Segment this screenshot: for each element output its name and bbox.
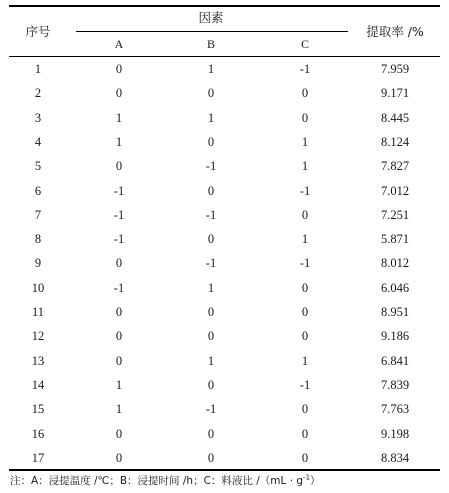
cell-factor-b: 0	[207, 135, 215, 149]
cell-id: 13	[31, 354, 45, 368]
table-note	[10, 474, 321, 488]
cell-id: 16	[31, 427, 45, 441]
cell-id: 4	[34, 135, 42, 149]
cell-extraction-rate: 9.198	[380, 427, 410, 441]
cell-factor-b: -1	[205, 208, 217, 222]
cell-factor-c: 0	[301, 451, 309, 465]
cell-extraction-rate: 8.834	[380, 451, 410, 465]
cell-factor-b: -1	[205, 256, 217, 270]
cell-factor-a: -1	[113, 184, 125, 198]
note-close: ）	[310, 475, 321, 487]
cell-extraction-rate: 8.124	[380, 135, 410, 149]
cell-id: 8	[34, 232, 42, 246]
cell-factor-c: -1	[299, 184, 311, 198]
cell-factor-a: 0	[115, 354, 123, 368]
cell-factor-a: -1	[113, 208, 125, 222]
cell-factor-a: 0	[115, 329, 123, 343]
cell-factor-c: 0	[301, 281, 309, 295]
cell-factor-b: 0	[207, 329, 215, 343]
cell-extraction-rate: 5.871	[380, 232, 410, 246]
cell-extraction-rate: 7.839	[380, 378, 410, 392]
cell-factor-a: 0	[115, 427, 123, 441]
cell-extraction-rate: 8.951	[380, 305, 410, 319]
cell-factor-c: -1	[299, 62, 311, 76]
cell-id: 12	[31, 329, 45, 343]
header-bottom-rule	[9, 56, 440, 57]
cell-factor-b: 0	[207, 378, 215, 392]
cell-factor-a: -1	[113, 232, 125, 246]
header-result: 提取率 /%	[366, 24, 424, 39]
cell-id: 2	[34, 86, 42, 100]
cell-factor-a: 0	[115, 62, 123, 76]
cell-factor-c: 0	[301, 305, 309, 319]
cell-factor-b: 1	[207, 111, 215, 125]
cell-factor-c: 0	[301, 329, 309, 343]
cell-extraction-rate: 8.445	[380, 111, 410, 125]
cell-factor-a: 1	[115, 111, 123, 125]
cell-extraction-rate: 7.959	[380, 62, 410, 76]
header-factors: 因素	[198, 10, 224, 25]
cell-id: 5	[34, 159, 42, 173]
cell-factor-a: 0	[115, 451, 123, 465]
header-factor-a: A	[114, 37, 124, 51]
cell-extraction-rate: 7.827	[380, 159, 410, 173]
note-text: 注：A：浸提温度 /℃；B：浸提时间 /h；C：料液比 /（mL · g	[10, 475, 304, 487]
factors-sub-rule	[76, 31, 348, 32]
cell-id: 1	[34, 62, 42, 76]
cell-id: 7	[34, 208, 42, 222]
cell-id: 10	[31, 281, 45, 295]
cell-factor-a: 0	[115, 256, 123, 270]
cell-extraction-rate: 8.012	[380, 256, 410, 270]
cell-factor-c: 0	[301, 111, 309, 125]
cell-factor-b: -1	[205, 159, 217, 173]
cell-factor-a: 1	[115, 135, 123, 149]
cell-factor-b: 0	[207, 451, 215, 465]
cell-extraction-rate: 7.251	[380, 208, 410, 222]
cell-extraction-rate: 9.171	[380, 86, 410, 100]
cell-id: 14	[31, 378, 45, 392]
cell-id: 3	[34, 111, 42, 125]
cell-factor-a: 0	[115, 159, 123, 173]
cell-factor-a: 0	[115, 86, 123, 100]
cell-extraction-rate: 7.763	[380, 402, 410, 416]
header-id: 序号	[25, 24, 51, 39]
cell-extraction-rate: 7.012	[380, 184, 410, 198]
cell-extraction-rate: 6.046	[380, 281, 410, 295]
cell-factor-c: 0	[301, 86, 309, 100]
header-factor-b: B	[206, 37, 215, 51]
cell-factor-c: 0	[301, 208, 309, 222]
cell-factor-b: 1	[207, 62, 215, 76]
cell-factor-c: 1	[301, 135, 309, 149]
cell-id: 6	[34, 184, 42, 198]
table-bottom-rule	[9, 469, 440, 471]
cell-factor-b: 0	[207, 305, 215, 319]
cell-factor-c: 1	[301, 232, 309, 246]
cell-factor-b: -1	[205, 402, 217, 416]
cell-id: 9	[34, 256, 42, 270]
cell-factor-b: 0	[207, 184, 215, 198]
cell-id: 15	[31, 402, 45, 416]
cell-factor-a: 1	[115, 378, 123, 392]
cell-factor-a: 0	[115, 305, 123, 319]
cell-factor-b: 0	[207, 232, 215, 246]
cell-factor-c: 0	[301, 427, 309, 441]
table-top-rule	[9, 5, 440, 7]
note-superscript: -1	[303, 473, 311, 482]
cell-factor-c: 1	[301, 159, 309, 173]
cell-factor-b: 1	[207, 354, 215, 368]
cell-factor-c: 0	[301, 402, 309, 416]
cell-extraction-rate: 6.841	[380, 354, 410, 368]
cell-factor-a: 1	[115, 402, 123, 416]
cell-factor-c: -1	[299, 256, 311, 270]
cell-factor-b: 1	[207, 281, 215, 295]
cell-factor-c: 1	[301, 354, 309, 368]
cell-id: 11	[31, 305, 45, 319]
cell-factor-b: 0	[207, 427, 215, 441]
cell-factor-a: -1	[113, 281, 125, 295]
header-factor-c: C	[300, 37, 309, 51]
cell-extraction-rate: 9.186	[380, 329, 410, 343]
cell-factor-c: -1	[299, 378, 311, 392]
cell-factor-b: 0	[207, 86, 215, 100]
cell-id: 17	[31, 451, 45, 465]
